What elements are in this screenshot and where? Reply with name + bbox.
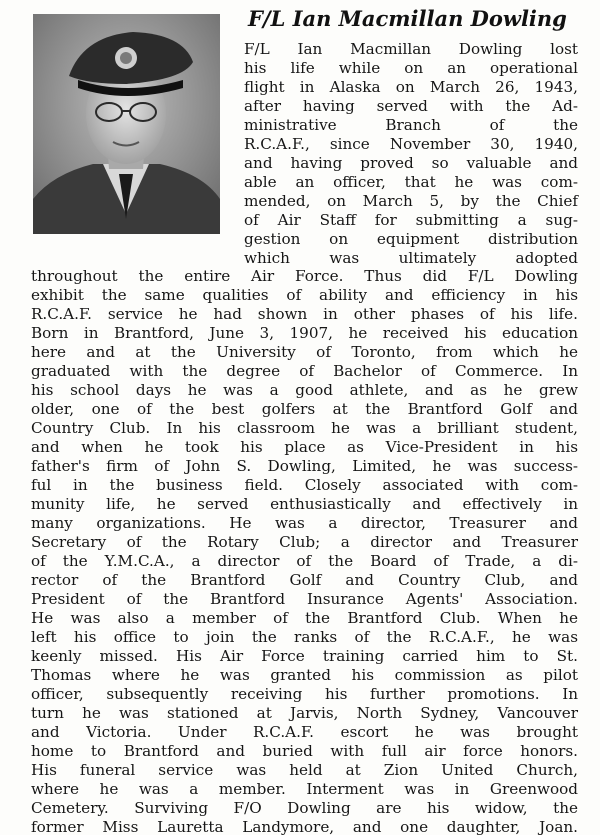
body-line: father's firm of John S. Dowling, Limited, he was success- — [31, 457, 578, 475]
body-line: many organizations. He was a director, Treasurer and — [31, 514, 578, 532]
body-line: of Air Staff for submitting a sug- — [244, 211, 578, 229]
body-line: mended, on March 5, by the Chief — [244, 192, 578, 210]
body-line: Cemetery. Surviving F/O Dowling are his widow, the — [31, 799, 578, 817]
body-line: and when he took his place as Vice-President in his — [31, 438, 578, 456]
portrait-photo — [33, 14, 220, 234]
body-line: keenly missed. His Air Force training carried him to St. — [31, 647, 578, 665]
body-line: home to Brantford and buried with full air force honors. — [31, 742, 578, 760]
body-line: munity life, he served enthusiastically and effectively in — [31, 495, 578, 513]
body-line: President of the Brantford Insurance Agents' Association. — [31, 590, 578, 608]
body-line: Country Club. In his classroom he was a brilliant student, — [31, 419, 578, 437]
body-line: older, one of the best golfers at the Brantford Golf and — [31, 400, 578, 418]
body-line: ministrative Branch of the — [244, 116, 578, 134]
body-line: R.C.A.F. service he had shown in other phases of his life. — [31, 305, 578, 323]
body-line: exhibit the same qualities of ability and efficiency in his — [31, 286, 578, 304]
body-line: officer, subsequently receiving his further promotions. In — [31, 685, 578, 703]
body-line: rector of the Brantford Golf and Country Club, and — [31, 571, 578, 589]
body-line: his school days he was a good athlete, and as he grew — [31, 381, 578, 399]
body-line: and Victoria. Under R.C.A.F. escort he was brought — [31, 723, 578, 741]
body-line: his life while on an operational — [244, 59, 578, 77]
body-line: graduated with the degree of Bachelor of Commerce. In — [31, 362, 578, 380]
body-line: Secretary of the Rotary Club; a director and Treasurer — [31, 533, 578, 551]
body-line: flight in Alaska on March 26, 1943, — [244, 78, 578, 96]
body-line: of the Y.M.C.A., a director of the Board of Trade, a di- — [31, 552, 578, 570]
article-title: F/L Ian Macmillan Dowling — [248, 6, 567, 31]
body-line: after having served with the Ad- — [244, 97, 578, 115]
body-line: ful in the business field. Closely associated with com- — [31, 476, 578, 494]
body-line: able an officer, that he was com- — [244, 173, 578, 191]
body-line: R.C.A.F., since November 30, 1940, — [244, 135, 578, 153]
body-line: gestion on equipment distribution — [244, 230, 578, 248]
body-line: former Miss Lauretta Landymore, and one daughter, Joan. — [31, 818, 578, 836]
body-line: left his office to join the ranks of the R.C.A.F., he was — [31, 628, 578, 646]
body-line: Born in Brantford, June 3, 1907, he received his education — [31, 324, 578, 342]
body-line: here and at the University of Toronto, from which he — [31, 343, 578, 361]
body-line: Thomas where he was granted his commission as pilot — [31, 666, 578, 684]
body-line: throughout the entire Air Force. Thus did F/L Dowling — [31, 267, 578, 285]
body-line: F/L Ian Macmillan Dowling lost — [244, 40, 578, 58]
body-line: He was also a member of the Brantford Club. When he — [31, 609, 578, 627]
body-line: and having proved so valuable and — [244, 154, 578, 172]
body-line: His funeral service was held at Zion United Church, — [31, 761, 578, 779]
body-line: which was ultimately adopted — [244, 249, 578, 267]
body-line: where he was a member. Interment was in Greenwood — [31, 780, 578, 798]
body-line: turn he was stationed at Jarvis, North Sydney, Vancouver — [31, 704, 578, 722]
